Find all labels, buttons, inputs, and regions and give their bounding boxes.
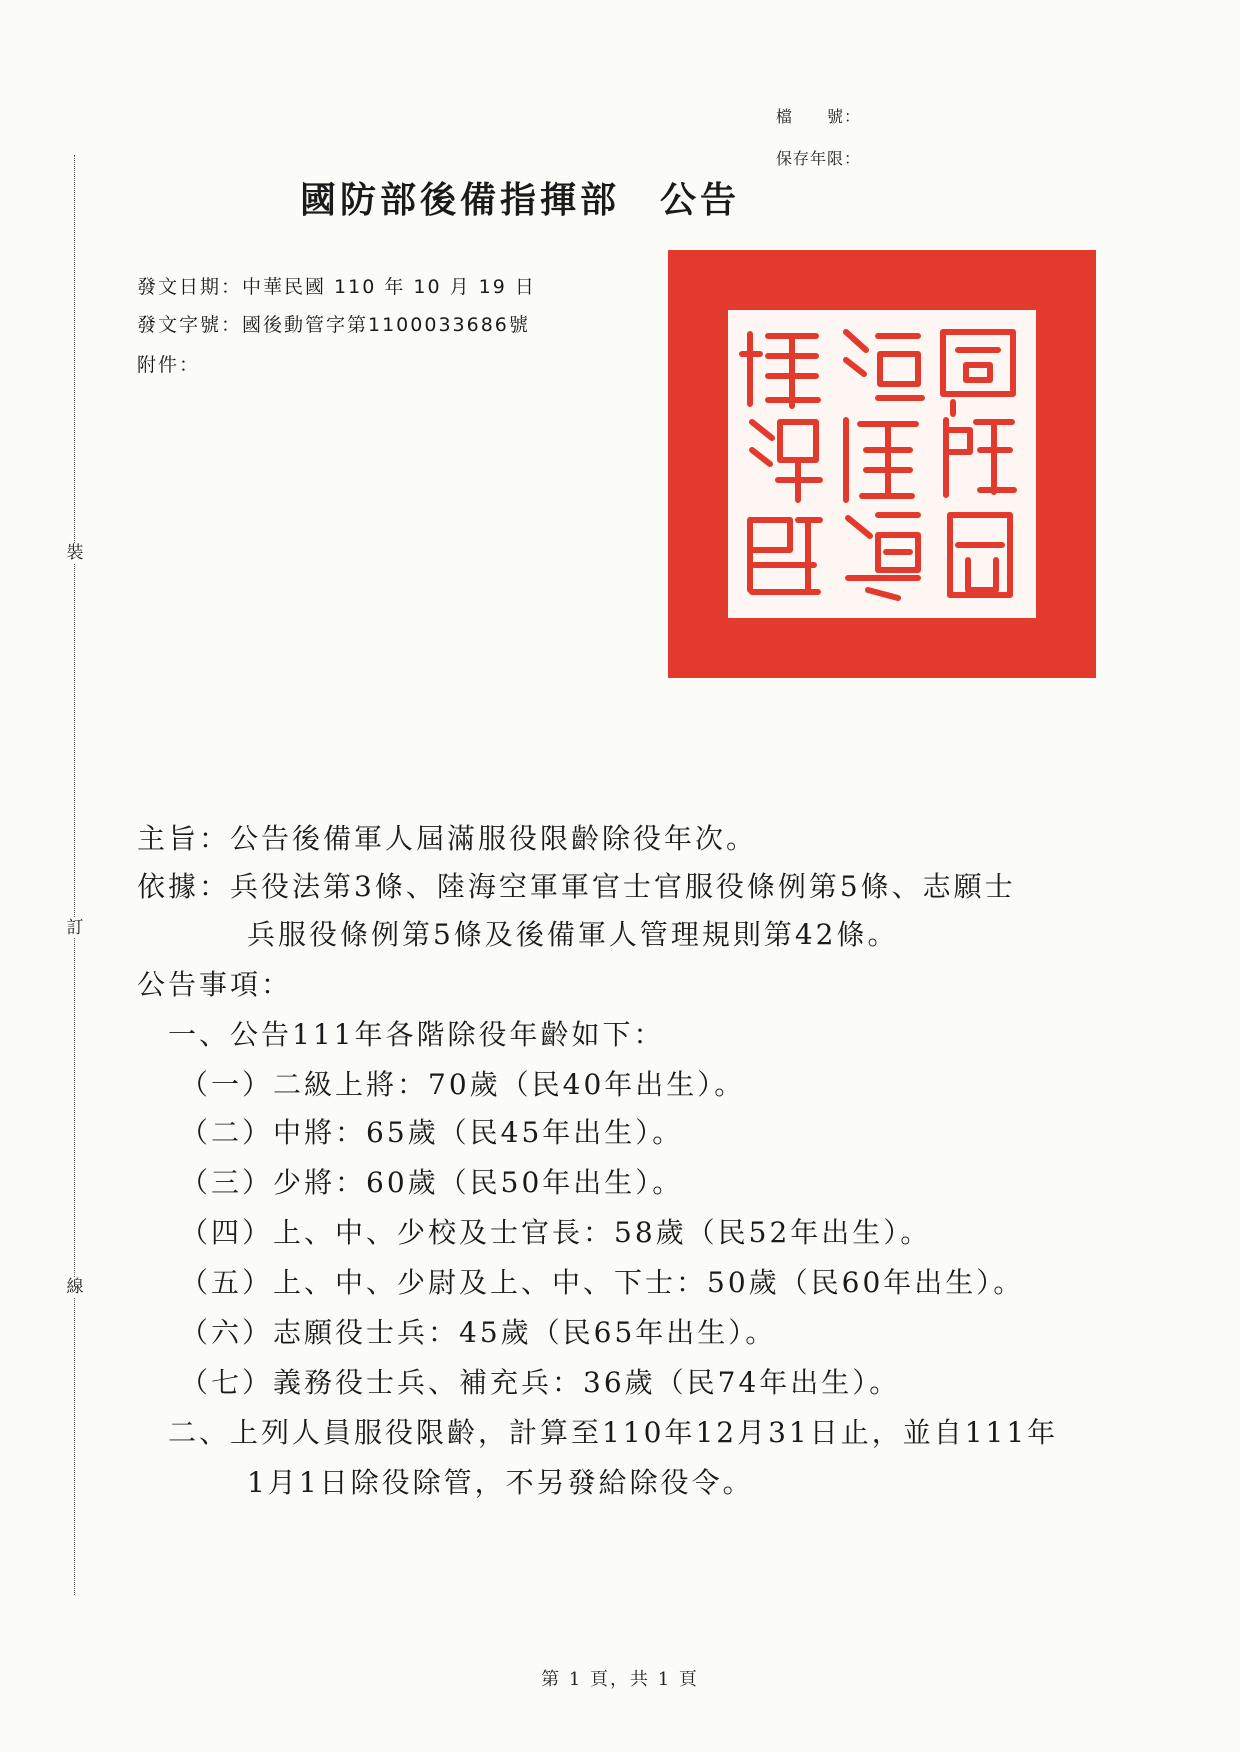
file-number-label: 檔 號：: [776, 107, 862, 126]
sub-item-number: （三）: [180, 1166, 274, 1199]
sub-item-1: [180, 1068, 745, 1102]
official-seal: [668, 250, 1096, 678]
item-2-line-2: 1月1日除役除管，不另發給除役令。: [247, 1466, 754, 1499]
document-title: [300, 172, 940, 223]
item-2-line-1: [168, 1416, 1058, 1450]
sub-item-number: （二）: [180, 1116, 274, 1149]
binding-dotted-line: [74, 155, 75, 1595]
item-2-number: 二、: [168, 1416, 231, 1449]
notice-items-label: 公告事項：: [137, 968, 293, 1001]
sub-item-5: [180, 1266, 1024, 1300]
sub-item-text: 上、中、少尉及上、中、下士：50歲（民60年出生）。: [273, 1266, 1025, 1299]
subject-label: 主旨：: [137, 822, 231, 855]
sub-item-number: （五）: [180, 1266, 274, 1299]
binding-char-xian: 線: [66, 1277, 84, 1297]
sub-item-number: （四）: [180, 1216, 274, 1249]
basis-label: 依據：: [137, 870, 231, 903]
sub-item-number: （六）: [180, 1316, 274, 1349]
item-1-text: 公告111年各階除役年齡如下：: [230, 1018, 665, 1051]
sub-item-text: 二級上將：70歲（民40年出生）。: [273, 1068, 746, 1101]
issue-date: 發文日期：中華民國 110 年 10 月 19 日: [137, 276, 536, 298]
basis-line-2: 兵服役條例第5條及後備軍人管理規則第42條。: [247, 918, 899, 951]
sub-item-7: [180, 1366, 900, 1400]
title-organization: 國防部後備指揮部: [300, 179, 621, 221]
sub-item-text: 上、中、少校及士官長：58歲（民52年出生）。: [273, 1216, 932, 1249]
subject-line: [137, 822, 757, 856]
item-1: [168, 1018, 664, 1052]
sub-item-text: 義務役士兵、補充兵：36歲（民74年出生）。: [273, 1366, 901, 1399]
basis-line-1: [137, 870, 1016, 904]
basis-text-1: 兵役法第3條、陸海空軍軍官士官服役條例第5條、志願士: [230, 870, 1016, 903]
sub-item-2: [180, 1116, 683, 1150]
item-1-number: 一、: [168, 1018, 231, 1051]
title-doc-type: 公告: [660, 179, 741, 221]
sub-item-number: （七）: [180, 1366, 274, 1399]
subject-text: 公告後備軍人屆滿服役限齡除役年次。: [230, 822, 758, 855]
sub-item-4: [180, 1216, 931, 1250]
sub-item-text: 少將：60歲（民50年出生）。: [273, 1166, 684, 1199]
binding-char-ding: 訂: [66, 918, 84, 938]
sub-item-text: 中將：65歲（民45年出生）。: [273, 1116, 684, 1149]
binding-char-zhuang: 裝: [66, 543, 84, 563]
seal-script-glyphs: [728, 310, 1036, 618]
sub-item-text: 志願役士兵：45歲（民65年出生）。: [273, 1316, 777, 1349]
sub-item-3: [180, 1166, 683, 1200]
sub-item-number: （一）: [180, 1068, 274, 1101]
item-2-text-1: 上列人員服役限齡，計算至110年12月31日止，並自111年: [230, 1416, 1059, 1449]
page-number: 第 1 頁，共 1 頁: [541, 1669, 699, 1690]
retention-period-label: 保存年限：: [776, 149, 862, 168]
attachment-label: 附件：: [137, 354, 201, 376]
issue-number: 發文字號：國後動管字第1100033686號: [137, 314, 530, 336]
sub-item-6: [180, 1316, 776, 1350]
